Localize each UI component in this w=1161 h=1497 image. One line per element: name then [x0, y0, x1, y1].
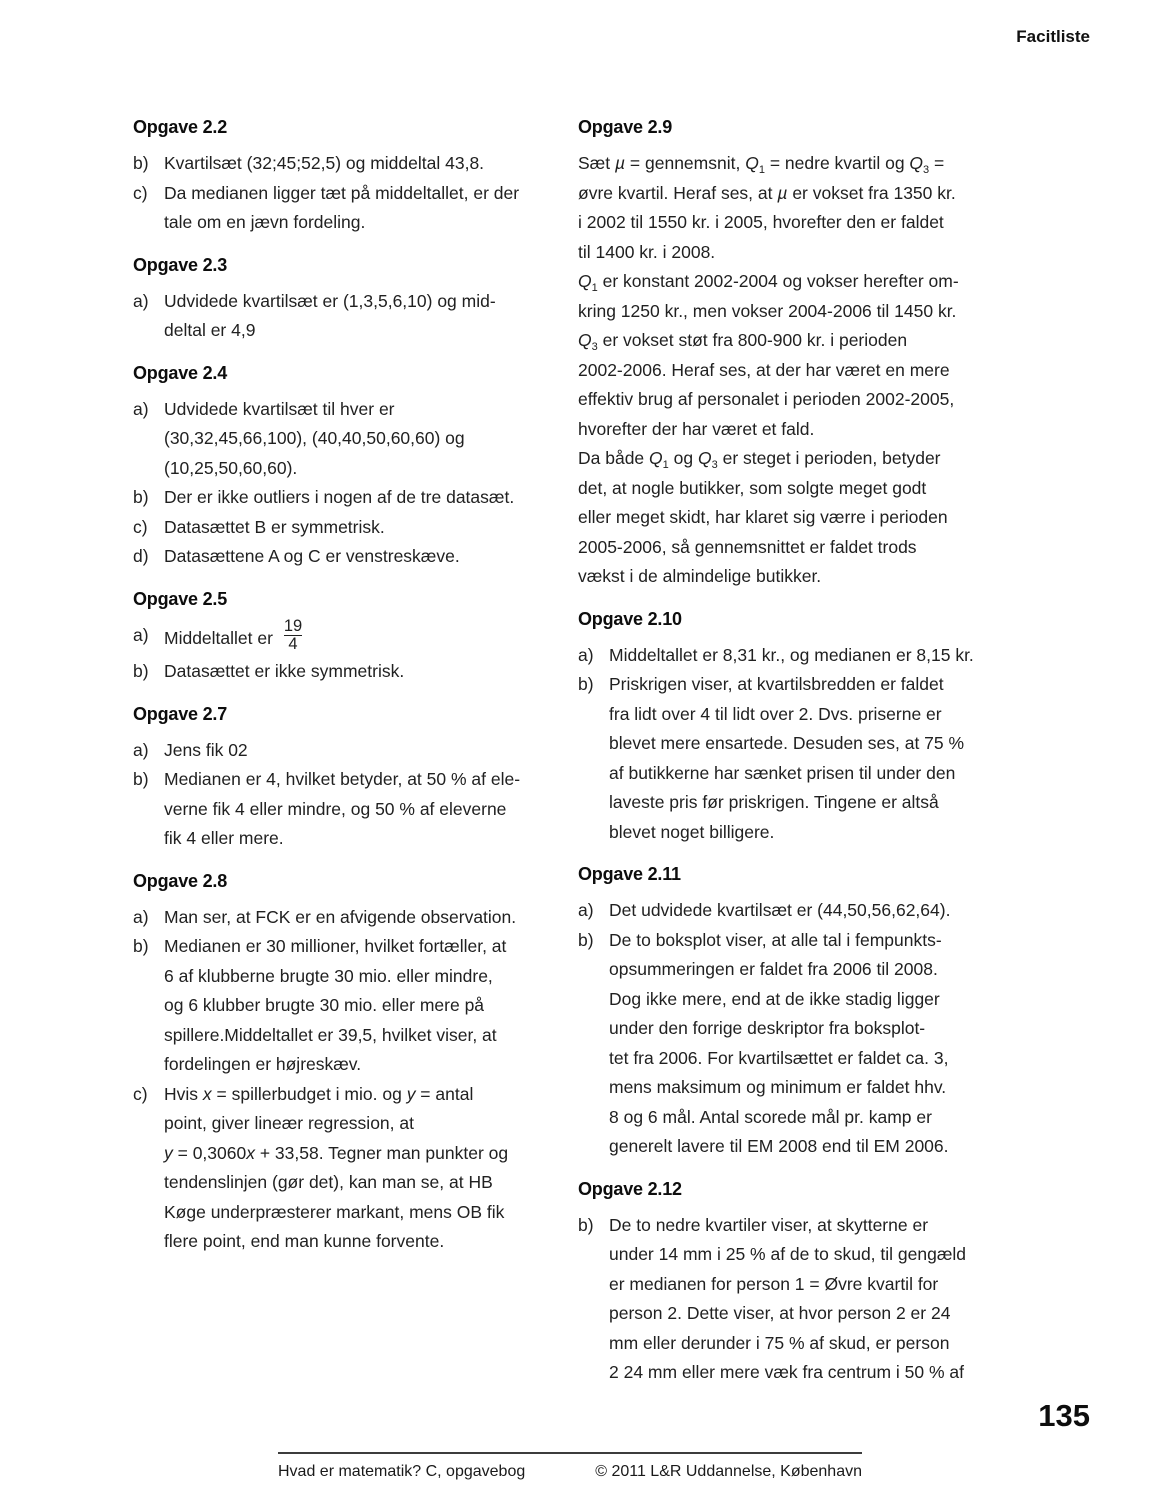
italic-run: y [164, 1142, 173, 1163]
italic-run: Q [649, 448, 663, 468]
italic-run: Q [578, 330, 592, 350]
item-line: opsummeringen er faldet fra 2006 til 2008. [609, 959, 938, 979]
item-label: a) [133, 398, 149, 419]
item-line: er medianen for person 1 = Øvre kvartil for [609, 1273, 939, 1294]
subscript-run: 3 [923, 164, 930, 176]
section-heading: Opgave 2.7 [133, 703, 228, 724]
item-line: mens maksimum og minimum er faldet hhv. [609, 1077, 947, 1097]
italic-run: x [246, 1142, 255, 1163]
item-line [578, 267, 1014, 297]
item-label: c) [133, 182, 148, 203]
exercise-section [578, 862, 1014, 1162]
exercise-section [133, 361, 565, 572]
item-line: vækst i de almindelige butikker. [578, 566, 822, 586]
item-label: b) [578, 674, 594, 694]
answer-item [578, 641, 1014, 671]
fraction-numerator: 19 [283, 616, 303, 635]
answer-item [578, 670, 1014, 847]
text-run: = antal [415, 1083, 474, 1104]
item-line [164, 616, 565, 658]
answer-item [578, 926, 1014, 1162]
footer-copyright: © 2011 L&R Uddannelse, København [595, 1463, 862, 1480]
column-right [578, 115, 1014, 1403]
subscript-run: 1 [758, 164, 765, 176]
item-line: Medianen er 4, hvilket betyder, at 50 % af ele- [164, 769, 521, 790]
item-line [578, 444, 1014, 474]
item-line: til 1400 kr. i 2008. [578, 241, 716, 262]
item-line: fordelingen er højreskæv. [164, 1054, 362, 1075]
text-run: = gennemsnit, [625, 153, 746, 173]
answer-item [133, 616, 565, 658]
item-line: deltal er 4,9 [164, 320, 256, 340]
text-run: = [929, 153, 945, 173]
item-label: a) [133, 906, 149, 927]
text-run: + 33,58. Tegner man punkter og [254, 1142, 509, 1163]
item-line: Der er ikke outliers i nogen af de tre datasæt. [164, 487, 515, 507]
exercise-section [133, 115, 565, 238]
item-line: fik 4 eller mere. [164, 828, 284, 849]
item-line: Datasættet B er symmetrisk. [164, 516, 385, 537]
section-heading: Opgave 2.8 [133, 870, 228, 891]
subscript-run: 3 [711, 459, 718, 471]
item-body [609, 926, 1014, 1162]
item-label: c) [133, 1083, 148, 1104]
item-line: Det udvidede kvartilsæt er (44,50,56,62,64). [609, 900, 951, 920]
footer-book-title: Hvad er matematik? C, opgavebog [278, 1463, 526, 1480]
page-header-title: Facitliste [1016, 27, 1090, 46]
item-line: Medianen er 30 millioner, hvilket fortæller, at [164, 936, 507, 957]
item-line: blevet noget billigere. [609, 821, 775, 842]
section-heading: Opgave 2.10 [578, 608, 682, 629]
text-run: Da både [578, 448, 650, 468]
answer-item [133, 287, 565, 346]
exercise-section [133, 587, 565, 687]
item-line: 2 24 mm eller mere væk fra centrum i 50 % af [609, 1362, 964, 1382]
answer-item [133, 483, 565, 513]
item-line: verne fik 4 eller mindre, og 50 % af eleverne [164, 798, 507, 819]
item-line [578, 179, 1014, 209]
item-line: 8 og 6 mål. Antal scorede mål pr. kamp er [609, 1106, 932, 1127]
item-body [578, 149, 1014, 592]
item-body [164, 395, 565, 484]
answer-item [133, 542, 565, 572]
item-line: af butikkerne har sænket prisen til under den [609, 762, 956, 783]
item-line: Dog ikke mere, end at de ikke stadig ligger [609, 988, 940, 1009]
subscript-run: 1 [591, 282, 598, 294]
item-body [164, 657, 565, 687]
answer-item [133, 395, 565, 484]
section-heading: Opgave 2.9 [578, 117, 673, 137]
text-run: Hvis [164, 1083, 203, 1104]
subscript-run: 1 [662, 459, 669, 471]
section-heading: Opgave 2.12 [578, 1178, 682, 1199]
item-body [609, 670, 1014, 847]
item-body [164, 765, 565, 854]
item-line: under den forrige deskriptor fra boksplot- [609, 1018, 926, 1038]
text-run: = 0,3060 [172, 1142, 247, 1163]
item-line: person 2. Dette viser, at hvor person 2 er 24 [609, 1303, 951, 1323]
exercise-section [133, 702, 565, 854]
item-body [164, 1080, 565, 1257]
exercise-section [578, 607, 1014, 848]
italic-run: µ [777, 182, 788, 203]
item-line: Datasættene A og C er venstreskæve. [164, 546, 460, 566]
item-line: tale om en jævn fordeling. [164, 212, 366, 232]
answer-item [133, 903, 565, 933]
exercise-section [578, 1177, 1014, 1388]
answer-item [578, 896, 1014, 926]
section-heading: Opgave 2.3 [133, 254, 228, 275]
item-line: eller meget skidt, har klaret sig værre i perioden [578, 507, 948, 527]
item-line [164, 1080, 565, 1110]
item-line: (30,32,45,66,100), (40,40,50,60,60) og [164, 428, 465, 448]
item-body [609, 641, 1014, 671]
item-line: Kvartilsæt (32;45;52,5) og middeltal 43,8. [164, 153, 485, 173]
exercise-section [133, 253, 565, 346]
item-line: generelt lavere til EM 2008 end til EM 2006. [609, 1136, 949, 1156]
item-label: a) [133, 739, 149, 760]
item-line [578, 326, 1014, 356]
item-line: under 14 mm i 25 % af de to skud, til gengæld [609, 1244, 967, 1264]
item-label: a) [578, 644, 594, 665]
text-run: og [668, 448, 698, 468]
text-run: er vokset støt fra 800-900 kr. i perioden [597, 330, 908, 350]
item-label: b) [133, 661, 149, 682]
item-label: b) [133, 153, 149, 173]
answer-item [133, 657, 565, 687]
item-body [609, 896, 1014, 926]
item-label: c) [133, 516, 148, 537]
item-label: b) [133, 936, 149, 957]
section-heading: Opgave 2.5 [133, 588, 228, 609]
answer-item [133, 179, 565, 238]
item-label: a) [133, 624, 149, 645]
text-run: = nedre kvartil og [764, 153, 910, 173]
item-line: Da medianen ligger tæt på middeltallet, er der [164, 182, 520, 203]
item-line: 6 af klubberne brugte 30 mio. eller mindre, [164, 965, 493, 986]
section-heading: Opgave 2.11 [578, 864, 681, 884]
item-line: Udvidede kvartilsæt til hver er [164, 398, 395, 419]
answer-item [578, 1211, 1014, 1388]
fraction-denominator: 4 [284, 635, 301, 654]
item-line: Priskrigen viser, at kvartilsbredden er faldet [609, 674, 944, 694]
section-heading: Opgave 2.2 [133, 117, 228, 137]
item-line: Jens fik 02 [164, 739, 248, 760]
answer-item [578, 149, 1014, 592]
italic-run: x [202, 1083, 212, 1104]
item-label: b) [133, 487, 149, 507]
item-body [164, 149, 565, 179]
fraction [280, 618, 306, 655]
item-line: effektiv brug af personalet i perioden 2002-2005, [578, 389, 955, 409]
italic-run: Q [745, 153, 759, 173]
item-line: flere point, end man kunne forvente. [164, 1231, 445, 1252]
page-footer [278, 1452, 862, 1482]
exercise-section [133, 869, 565, 1257]
item-body [164, 542, 565, 572]
item-label: a) [133, 290, 149, 311]
item-line [578, 149, 1014, 179]
text-run: øvre kvartil. Heraf ses, at [578, 182, 778, 203]
item-line: 2002-2006. Heraf ses, at der har været en mere [578, 359, 950, 380]
answer-item [133, 932, 565, 1080]
item-body [164, 932, 565, 1080]
item-body [164, 736, 565, 766]
item-line: point, giver lineær regression, at [164, 1113, 414, 1134]
subscript-run: 3 [591, 341, 598, 353]
exercise-section [578, 115, 1014, 592]
column-left [133, 115, 565, 1272]
item-line: tet fra 2006. For kvartilsættet er faldet ca. 3, [609, 1047, 949, 1068]
answer-item [133, 513, 565, 543]
italic-run: Q [578, 271, 592, 291]
item-line: mm eller derunder i 75 % af skud, er person [609, 1332, 950, 1353]
italic-run: µ [614, 153, 626, 173]
italic-run: Q [697, 448, 712, 468]
item-label: d) [133, 546, 149, 566]
item-line: fra lidt over 4 til lidt over 2. Dvs. priserne er [609, 703, 942, 724]
item-body [164, 616, 565, 658]
item-line: det, at nogle butikker, som solgte meget godt [578, 477, 927, 498]
answer-item [133, 765, 565, 854]
item-line: spillere.Middeltallet er 39,5, hvilket viser, at [164, 1024, 497, 1045]
text-run: er konstant 2002-2004 og vokser herefter om- [597, 271, 959, 291]
item-line: kring 1250 kr., men vokser 2004-2006 til 1450 kr. [578, 300, 957, 321]
item-line: og 6 klubber brugte 30 mio. eller mere på [164, 995, 485, 1016]
item-label: b) [578, 1214, 594, 1235]
item-body [609, 1211, 1014, 1388]
item-body [164, 287, 565, 346]
item-line: Køge underpræsterer markant, mens OB fik [164, 1201, 505, 1222]
item-label: b) [578, 929, 594, 950]
text-run: er steget i perioden, betyder [717, 448, 941, 468]
item-body [164, 483, 565, 513]
answer-item [133, 736, 565, 766]
item-line: Udvidede kvartilsæt er (1,3,5,6,10) og mid- [164, 290, 496, 311]
item-line: laveste pris før priskrigen. Tingene er altså [609, 792, 939, 812]
italic-run: y [406, 1083, 416, 1104]
item-line: Man ser, at FCK er en afvigende observation. [164, 906, 517, 927]
answer-item [133, 149, 565, 179]
item-line: blevet mere ensartede. Desuden ses, at 75 % [609, 733, 965, 753]
item-label: b) [133, 769, 149, 790]
item-line: Datasættet er ikke symmetrisk. [164, 661, 405, 682]
item-line: i 2002 til 1550 kr. i 2005, hvorefter den er faldet [578, 212, 944, 232]
item-line: hvorefter der har været et fald. [578, 418, 815, 439]
page-number: 135 [1038, 1398, 1090, 1433]
item-line: (10,25,50,60,60). [164, 457, 298, 478]
section-heading: Opgave 2.4 [133, 362, 228, 383]
item-line: 2005-2006, så gennemsnittet er faldet trods [578, 536, 917, 557]
text-run: = spillerbudget i mio. og [211, 1083, 407, 1104]
text-run: er vokset fra 1350 kr. [787, 182, 956, 203]
item-line: Middeltallet er 8,31 kr., og medianen er 8,15 kr. [609, 644, 974, 665]
text-run: Middeltallet er [164, 627, 278, 648]
item-body [164, 513, 565, 543]
item-line [164, 1139, 565, 1169]
item-body [164, 179, 565, 238]
item-line: De to nedre kvartiler viser, at skytterne er [609, 1214, 929, 1235]
text-run: Sæt [578, 153, 615, 173]
item-label: a) [578, 900, 594, 920]
italic-run: Q [909, 153, 924, 173]
item-line: De to boksplot viser, at alle tal i fempunkts- [609, 929, 942, 950]
item-line: tendenslinjen (gør det), kan man se, at HB [164, 1172, 493, 1193]
answer-item [133, 1080, 565, 1257]
item-body [164, 903, 565, 933]
